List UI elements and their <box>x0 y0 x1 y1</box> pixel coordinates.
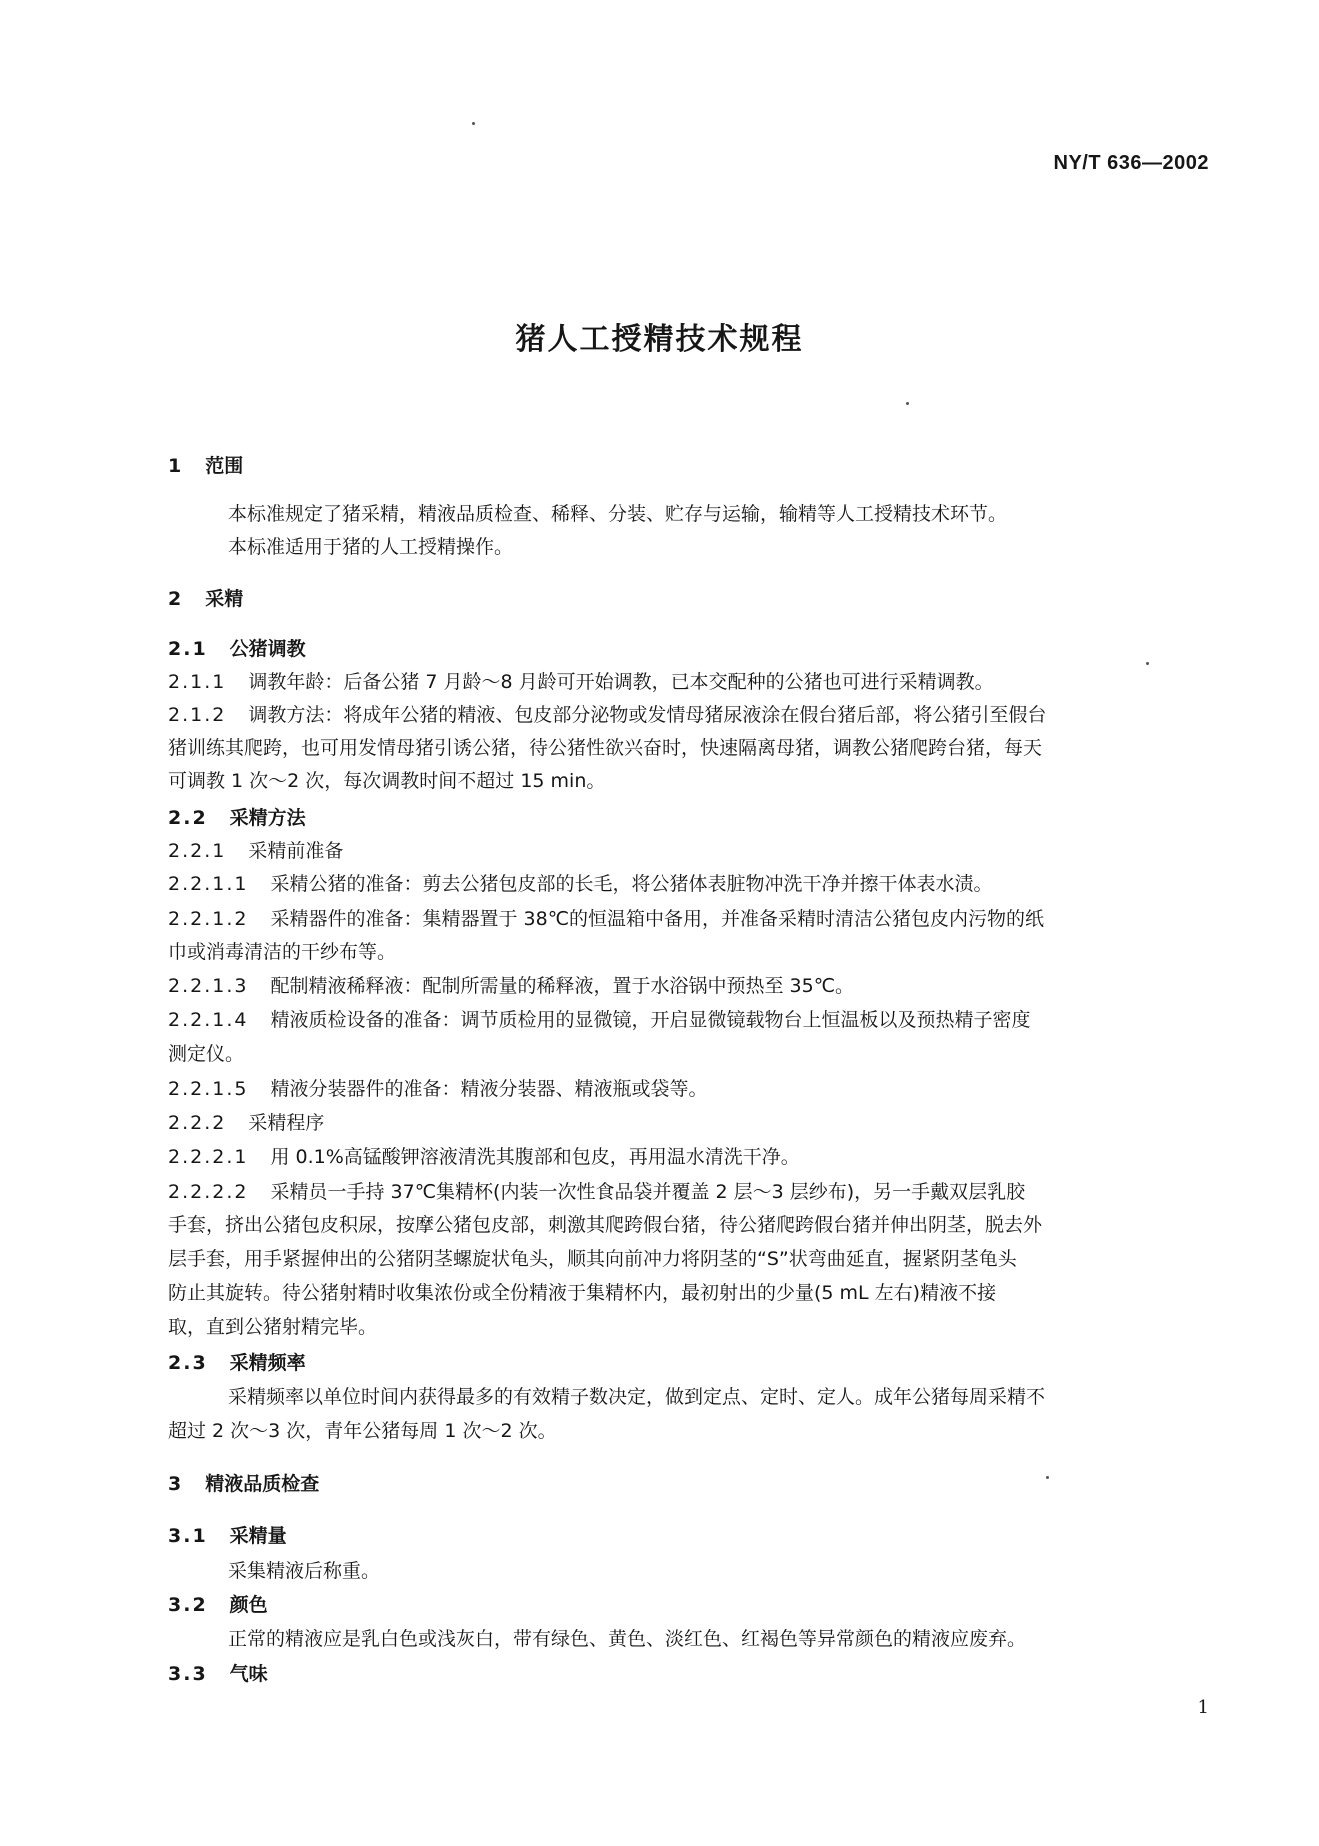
subsection-heading: 2.2 采精方法 <box>168 807 306 829</box>
subsection-heading: 2.1 公猪调教 <box>168 638 306 660</box>
subsection-heading: 3.1 采精量 <box>168 1525 287 1547</box>
subsection-heading: 3.3 气味 <box>168 1663 268 1685</box>
paragraph-line: 测定仪。 <box>168 1043 245 1065</box>
paragraph-line: 采集精液后称重。 <box>228 1560 381 1582</box>
section-heading-2: 2 采精 <box>168 588 244 610</box>
clause-line: 2.2.1.2 采精器件的准备：集精器置于 38℃的恒温箱中备用，并准备采精时清洁公猪包皮内污物的纸 <box>168 908 1045 930</box>
scan-speck <box>1146 662 1149 665</box>
page-number: 1 <box>1197 1697 1209 1718</box>
paragraph-line: 采精频率以单位时间内获得最多的有效精子数决定，做到定点、定时、定人。成年公猪每周采精不 <box>228 1386 1046 1408</box>
paragraph-line: 可调教 1 次～2 次，每次调教时间不超过 15 min。 <box>168 770 606 792</box>
clause-line: 2.2.1.1 采精公猪的准备：剪去公猪包皮部的长毛，将公猪体表脏物冲洗干净并擦干体表水渍。 <box>168 873 993 895</box>
document-title: 猪人工授精技术规程 <box>515 322 804 357</box>
clause-line: 2.2.2.2 采精员一手持 37℃集精杯(内装一次性食品袋并覆盖 2 层～3 层纱布)，另一手戴双层乳胶 <box>168 1181 1026 1203</box>
clause-line: 2.2.1.3 配制精液稀释液：配制所需量的稀释液，置于水浴锅中预热至 35℃。 <box>168 975 855 997</box>
section-heading-3: 3 精液品质检查 <box>168 1473 320 1495</box>
scan-speck <box>472 122 475 125</box>
subsection-heading: 3.2 颜色 <box>168 1594 268 1616</box>
scan-speck <box>906 402 909 405</box>
paragraph-line: 猪训练其爬跨，也可用发情母猪引诱公猪，待公猪性欲兴奋时，快速隔离母猪，调教公猪爬跨台猪，每天 <box>168 737 1043 759</box>
standard-code: NY/T 636—2002 <box>1053 152 1209 174</box>
clause-line: 2.1.2 调教方法：将成年公猪的精液、包皮部分泌物或发情母猪尿液涂在假台猪后部，将公猪引至假台 <box>168 704 1047 726</box>
paragraph-line: 层手套，用手紧握伸出的公猪阴茎螺旋状龟头，顺其向前冲力将阴茎的“S”状弯曲延直，握紧阴茎龟头 <box>168 1248 1017 1270</box>
paragraph-line: 正常的精液应是乳白色或浅灰白，带有绿色、黄色、淡红色、红褐色等异常颜色的精液应废弃。 <box>228 1628 1027 1650</box>
scan-speck <box>1046 1476 1049 1479</box>
clause-line: 2.2.1.5 精液分装器件的准备：精液分装器、精液瓶或袋等。 <box>168 1078 708 1100</box>
clause-line: 2.1.1 调教年龄：后备公猪 7 月龄～8 月龄可开始调教，已本交配种的公猪也可进行采精调教。 <box>168 671 994 693</box>
paragraph-line: 防止其旋转。待公猪射精时收集浓份或全份精液于集精杯内，最初射出的少量(5 mL 左右)精液不接 <box>168 1282 997 1304</box>
paragraph-line: 手套，挤出公猪包皮积尿，按摩公猪包皮部，刺激其爬跨假台猪，待公猪爬跨假台猪并伸出阴茎，脱去外 <box>168 1214 1043 1236</box>
clause-line: 2.2.2 采精程序 <box>168 1112 325 1134</box>
subsection-heading: 2.3 采精频率 <box>168 1352 306 1374</box>
paragraph-line: 本标准适用于猪的人工授精操作。 <box>228 536 514 558</box>
paragraph-line: 本标准规定了猪采精，精液品质检查、稀释、分装、贮存与运输，输精等人工授精技术环节。 <box>228 503 1008 525</box>
clause-line: 2.2.1.4 精液质检设备的准备：调节质检用的显微镜，开启显微镜载物台上恒温板以及预热精子密度 <box>168 1009 1031 1031</box>
clause-line: 2.2.2.1 用 0.1%高锰酸钾溶液清洗其腹部和包皮，再用温水清洗干净。 <box>168 1146 800 1168</box>
paragraph-line: 取，直到公猪射精完毕。 <box>168 1316 378 1338</box>
clause-line: 2.2.1 采精前准备 <box>168 840 344 862</box>
section-heading-1: 1 范围 <box>168 455 244 477</box>
paragraph-line: 巾或消毒清洁的干纱布等。 <box>168 941 397 963</box>
paragraph-line: 超过 2 次～3 次，青年公猪每周 1 次～2 次。 <box>168 1420 557 1442</box>
